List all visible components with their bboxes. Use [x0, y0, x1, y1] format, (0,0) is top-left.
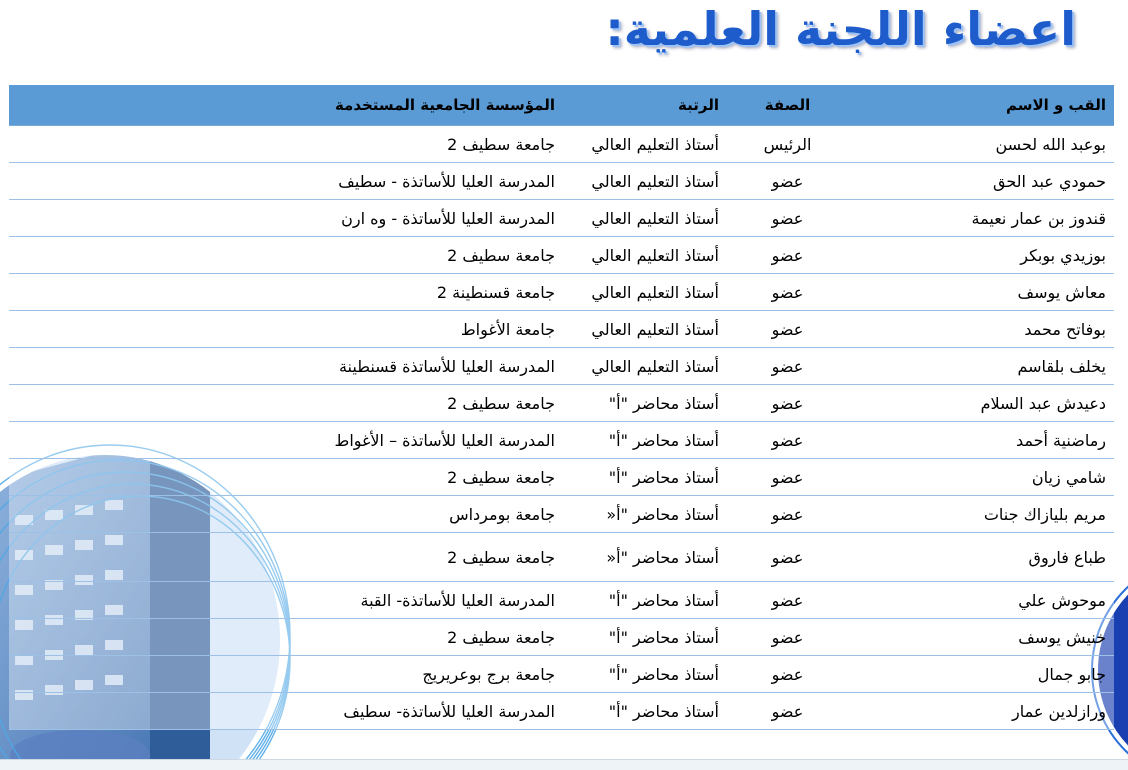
cell-rank: أستاذ التعليم العالي [563, 348, 727, 385]
cell-role: الرئيس [727, 126, 848, 163]
cell-role: عضو [727, 311, 848, 348]
cell-name: موحوش علي [848, 582, 1114, 619]
cell-name: خنيش يوسف [848, 619, 1114, 656]
table-header-row [9, 85, 1114, 126]
cell-institution: المدرسة العليا للأساتذة – الأغواط [9, 422, 563, 459]
cell-role: عضو [727, 348, 848, 385]
cell-name: رماضنية أحمد [848, 422, 1114, 459]
cell-name: جابو جمال [848, 656, 1114, 693]
cell-rank: أستاذ التعليم العالي [563, 126, 727, 163]
table-row [9, 348, 1114, 385]
header-institution: المؤسسة الجامعية المستخدمة [9, 85, 563, 126]
cell-role: عضو [727, 237, 848, 274]
cell-role: عضو [727, 656, 848, 693]
cell-name: قندوز بن عمار نعيمة [848, 200, 1114, 237]
cell-role: عضو [727, 533, 848, 582]
table-row [9, 385, 1114, 422]
cell-name: معاش يوسف [848, 274, 1114, 311]
cell-name: شامي زيان [848, 459, 1114, 496]
cell-name: مريم بليازاك جنات [848, 496, 1114, 533]
cell-name: بوفاتح محمد [848, 311, 1114, 348]
table-row [9, 619, 1114, 656]
cell-rank: أستاذ محاضر "أ" [563, 385, 727, 422]
header-role: الصفة [727, 85, 848, 126]
cell-institution: المدرسة العليا للأساتذة - سطيف [9, 163, 563, 200]
cell-name: ورازلدين عمار [848, 693, 1114, 730]
cell-institution: جامعة قسنطينة 2 [9, 274, 563, 311]
cell-name: طباع فاروق [848, 533, 1114, 582]
cell-institution: المدرسة العليا للأساتذة- القبة [9, 582, 563, 619]
cell-name: يخلف بلقاسم [848, 348, 1114, 385]
table-row [9, 582, 1114, 619]
cell-name: حمودي عبد الحق [848, 163, 1114, 200]
cell-rank: أستاذ محاضر "أ« [563, 533, 727, 582]
cell-institution: المدرسة العليا للأساتذة- سطيف [9, 693, 563, 730]
cell-institution: جامعة سطيف 2 [9, 459, 563, 496]
cell-name: بوعبد الله لحسن [848, 126, 1114, 163]
cell-institution: جامعة سطيف 2 [9, 237, 563, 274]
cell-institution: جامعة سطيف 2 [9, 533, 563, 582]
cell-rank: أستاذ محاضر "أ" [563, 693, 727, 730]
cell-rank: أستاذ محاضر "أ" [563, 582, 727, 619]
cell-rank: أستاذ التعليم العالي [563, 163, 727, 200]
cell-name: دعيدش عبد السلام [848, 385, 1114, 422]
cell-role: عضو [727, 582, 848, 619]
cell-rank: أستاذ محاضر "أ" [563, 422, 727, 459]
cell-role: عضو [727, 200, 848, 237]
cell-rank: أستاذ محاضر "أ" [563, 656, 727, 693]
cell-role: عضو [727, 163, 848, 200]
cell-role: عضو [727, 693, 848, 730]
cell-role: عضو [727, 274, 848, 311]
committee-table [9, 85, 1114, 730]
table-row [9, 163, 1114, 200]
cell-name: بوزيدي بوبكر [848, 237, 1114, 274]
cell-institution: جامعة الأغواط [9, 311, 563, 348]
cell-rank: أستاذ التعليم العالي [563, 237, 727, 274]
cell-role: عضو [727, 459, 848, 496]
cell-role: عضو [727, 496, 848, 533]
cell-institution: جامعة سطيف 2 [9, 126, 563, 163]
cell-institution: المدرسة العليا للأساتذة قسنطينة [9, 348, 563, 385]
cell-institution: المدرسة العليا للأساتذة - وه ارن [9, 200, 563, 237]
cell-institution: جامعة سطيف 2 [9, 385, 563, 422]
table-row [9, 533, 1114, 582]
cell-role: عضو [727, 385, 848, 422]
cell-institution: جامعة سطيف 2 [9, 619, 563, 656]
cell-institution: جامعة بومرداس [9, 496, 563, 533]
table-row [9, 126, 1114, 163]
table-row [9, 496, 1114, 533]
header-name: القب و الاسم [848, 85, 1114, 126]
cell-rank: أستاذ التعليم العالي [563, 200, 727, 237]
table-row [9, 200, 1114, 237]
cell-institution: جامعة برج بوعريريج [9, 656, 563, 693]
cell-rank: أستاذ محاضر "أ" [563, 459, 727, 496]
table-row [9, 656, 1114, 693]
table-row [9, 274, 1114, 311]
page-title: اعضاء اللجنة العلمية: [605, 2, 1076, 56]
footer-strip [0, 759, 1128, 770]
table-row [9, 459, 1114, 496]
table-row [9, 693, 1114, 730]
cell-rank: أستاذ محاضر "أ« [563, 496, 727, 533]
table-row [9, 237, 1114, 274]
table-row [9, 422, 1114, 459]
cell-rank: أستاذ محاضر "أ" [563, 619, 727, 656]
cell-rank: أستاذ التعليم العالي [563, 311, 727, 348]
cell-role: عضو [727, 619, 848, 656]
table-row [9, 311, 1114, 348]
cell-rank: أستاذ التعليم العالي [563, 274, 727, 311]
header-rank: الرتبة [563, 85, 727, 126]
cell-role: عضو [727, 422, 848, 459]
